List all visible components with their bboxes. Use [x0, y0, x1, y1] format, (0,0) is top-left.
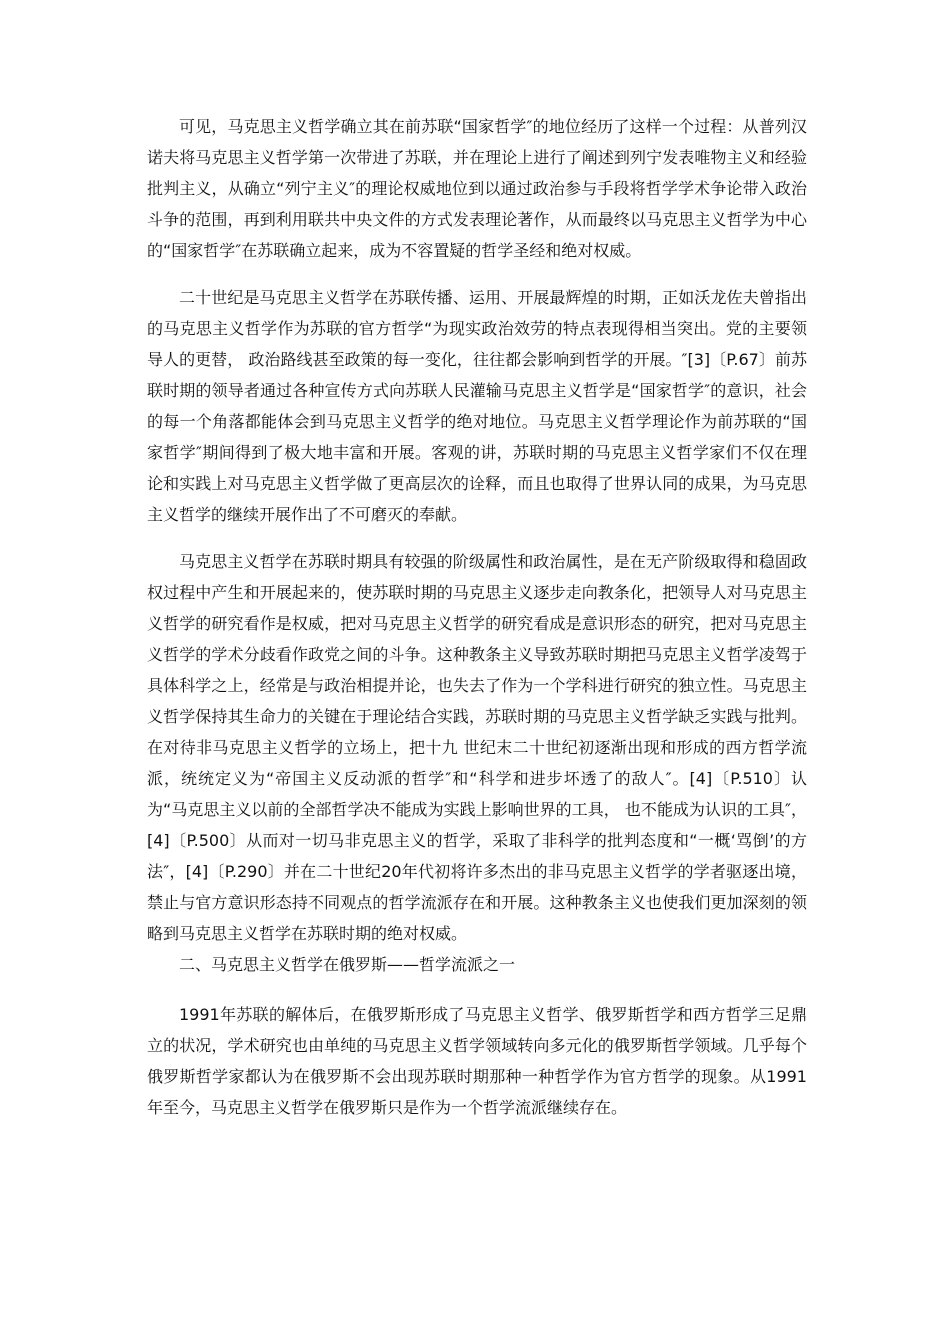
- section-heading: 二、马克思主义哲学在俄罗斯——哲学流派之一: [179, 955, 516, 974]
- document-page: [147, 111, 807, 1123]
- paragraph-dogmatism: 马克思主义哲学在苏联时期具有较强的阶级属性和政治属性，是在无产阶级取得和稳固政权过程中产生和开展起来的，使苏联时期的马克思主义逐步走向教条化，把领导人对马克思主义哲学的研究看作是权威，把对马克思主义哲学的研究看成是意识形态的研究，把对马克思主义哲学的学术分歧看作政党之间的斗争。这种教条主义导致苏联时期把马克思主义哲学凌驾于具体科学之上，经常是与政治相提并论，也失去了作为一个学科进行研究的独立性。马克思主义哲学保持其生命力的关键在于理论结合实践，苏联时期的马克思主义哲学缺乏实践与批判。在对待非马克思主义哲学的立场上，把十九 世纪末二十世纪初逐渐出现和形成的西方哲学流派，统统定义为“帝国主义反动派的哲学″和“科学和进步坏透了的敌人″。[4]〔P.510〕认为“马克思主义以前的全部哲学决不能成为实践上影响世界的工具， 也不能成为认识的工具″，[4]〔P.500〕从而对一切马非克思主义的哲学，采取了非科学的批判态度和“一概‘骂倒’的方法″，[4]〔P.290〕并在二十世纪20年代初将许多杰出的非马克思主义哲学的学者驱逐出境，禁止与官方意识形态持不同观点的哲学流派存在和开展。这种教条主义也使我们更加深刻的领略到马克思主义哲学在苏联时期的绝对权威。: [147, 552, 807, 943]
- paragraph-state-philosophy-process: 可见，马克思主义哲学确立其在前苏联“国家哲学″的地位经历了这样一个过程：从普列汉诺夫将马克思主义哲学第一次带进了苏联，并在理论上进行了阐述到列宁发表唯物主义和经验批判主义，从确立“列宁主义″的理论权威地位到以通过政治参与手段将哲学学术争论带入政治斗争的范围，再到利用联共中央文件的方式发表理论著作，从而最终以马克思主义哲学为中心的“国家哲学″在苏联确立起来，成为不容置疑的哲学圣经和绝对权威。: [147, 117, 807, 260]
- paragraph-twentieth-century: 二十世纪是马克思主义哲学在苏联传播、运用、开展最辉煌的时期，正如沃龙佐夫曾指出的马克思主义哲学作为苏联的官方哲学“为现实政治效劳的特点表现得相当突出。党的主要领导人的更替， 政治路线甚至政策的每一变化，往往都会影响到哲学的开展。″[3]〔P.67〕前苏联时期的领导者通过各种宣传方式向苏联人民灌输马克思主义哲学是“国家哲学″的意识，社会的每一个角落都能体会到马克思主义哲学的绝对地位。马克思主义哲学理论作为前苏联的“国家哲学″期间得到了极大地丰富和开展。客观的讲，苏联时期的马克思主义哲学家们不仅在理论和实践上对马克思主义哲学做了更高层次的诠释，而且也取得了世界认同的成果，为马克思主义哲学的继续开展作出了不可磨灭的奉献。: [147, 288, 807, 524]
- paragraph-post-soviet: 1991年苏联的解体后，在俄罗斯形成了马克思主义哲学、俄罗斯哲学和西方哲学三足鼎立的状况，学术研究也由单纯的马克思主义哲学领域转向多元化的俄罗斯哲学领域。几乎每个俄罗斯哲学家都认为在俄罗斯不会出现苏联时期那种一种哲学作为官方哲学的现象。从1991年至今，马克思主义哲学在俄罗斯只是作为一个哲学流派继续存在。: [147, 1005, 807, 1117]
